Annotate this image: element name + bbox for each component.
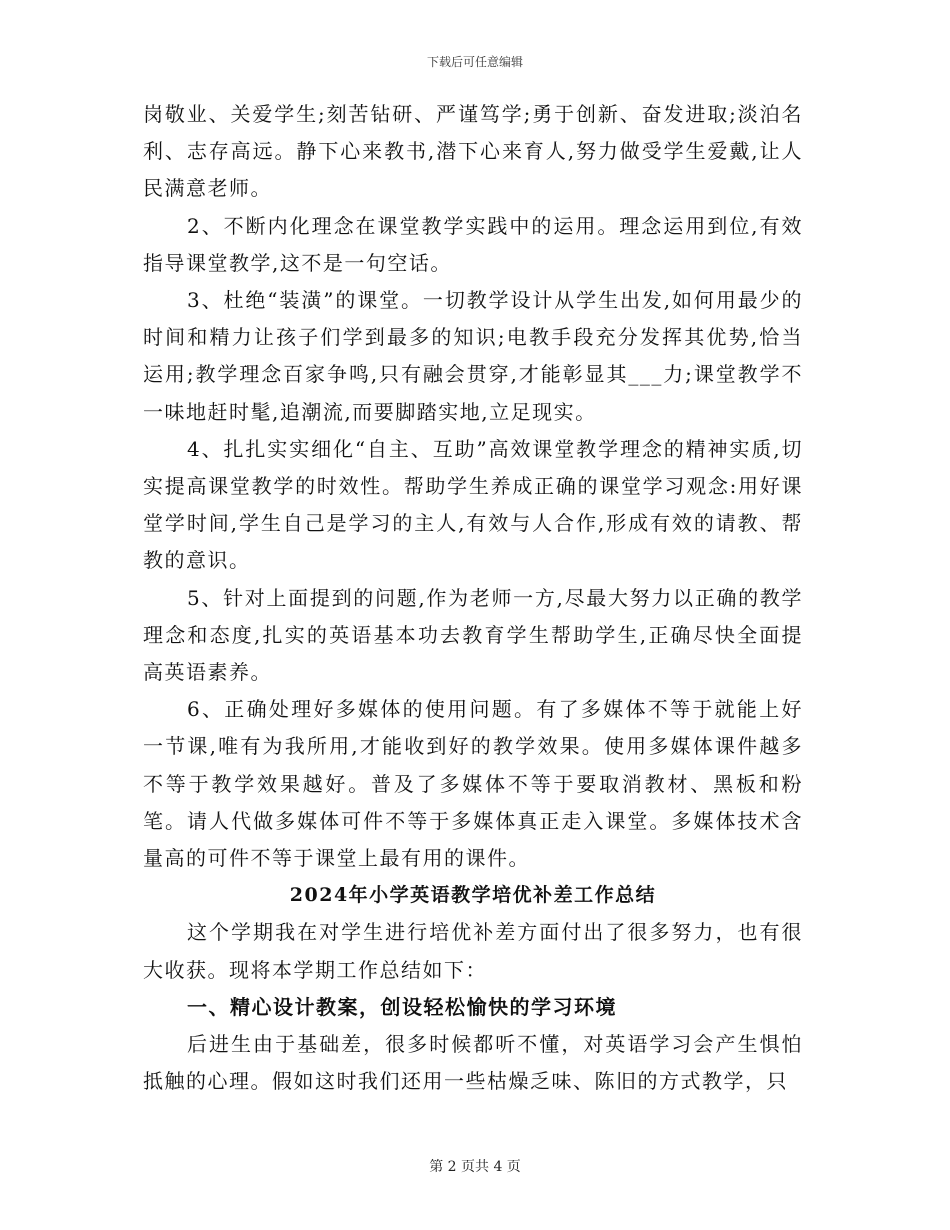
paragraph-item-4: 4、扎扎实实细化“自主、互助”高效课堂教学理念的精神实质,切实提高课堂教学的时效性。帮助学生养成正确的课堂学习观念:用好课堂学时间,学生自己是学习的主人,有效与人合作,形成有效的请教、帮教的意识。 [143, 436, 803, 573]
section-paragraph: 后进生由于基础差，很多时候都听不懂，对英语学习会产生惧怕抵触的心理。假如这时我们还用一些枯燥乏味、陈旧的方式教学，只 [143, 1032, 803, 1094]
page-footer: 第 2 页共 4 页 [429, 1159, 521, 1175]
section-heading: 一、精心设计教案，创设轻松愉快的学习环境 [187, 994, 617, 1019]
paragraph-item-3: 3、杜绝“装潢”的课堂。一切教学设计从学生出发,如何用最少的时间和精力让孩子们学到最多的知识;电教手段充分发挥其优势,恰当运用;教学理念百家争鸣,只有融会贯穿,才能彰显其___力;课堂教学不一味地赶时髦,追潮流,而要脚踏实地,立足现实。 [143, 288, 803, 424]
paragraph-continuation: 岗敬业、关爱学生;刻苦钻研、严谨笃学;勇于创新、奋发进取;淡泊名利、志存高远。静下心来教书,潜下心来育人,努力做受学生爱戴,让人民满意老师。 [143, 102, 803, 201]
page-header: 下载后可任意编辑 [426, 55, 523, 69]
paragraph-item-5: 5、针对上面提到的问题,作为老师一方,尽最大努力以正确的教学理念和态度,扎实的英语基本功去教育学生帮助学生,正确尽快全面提高英语素养。 [143, 585, 803, 685]
intro-paragraph: 这个学期我在对学生进行培优补差方面付出了很多努力，也有很大收获。现将本学期工作总结如下： [143, 920, 803, 982]
document-title: 2024年小学英语教学培优补差工作总结 [289, 884, 657, 907]
paragraph-item-6: 6、正确处理好多媒体的使用问题。有了多媒体不等于就能上好一节课,唯有为我所用,才能收到好的教学效果。使用多媒体课件越多不等于教学效果越好。普及了多媒体不等于要取消教材、黑板和粉笔。请人代做多媒体可件不等于多媒体真正走入课堂。多媒体技术含量高的可件不等于课堂上最有用的课件。 [143, 697, 803, 871]
document-body [143, 96, 803, 1100]
paragraph-item-2: 2、不断内化理念在课堂教学实践中的运用。理念运用到位,有效指导课堂教学,这不是一句空话。 [143, 213, 803, 275]
